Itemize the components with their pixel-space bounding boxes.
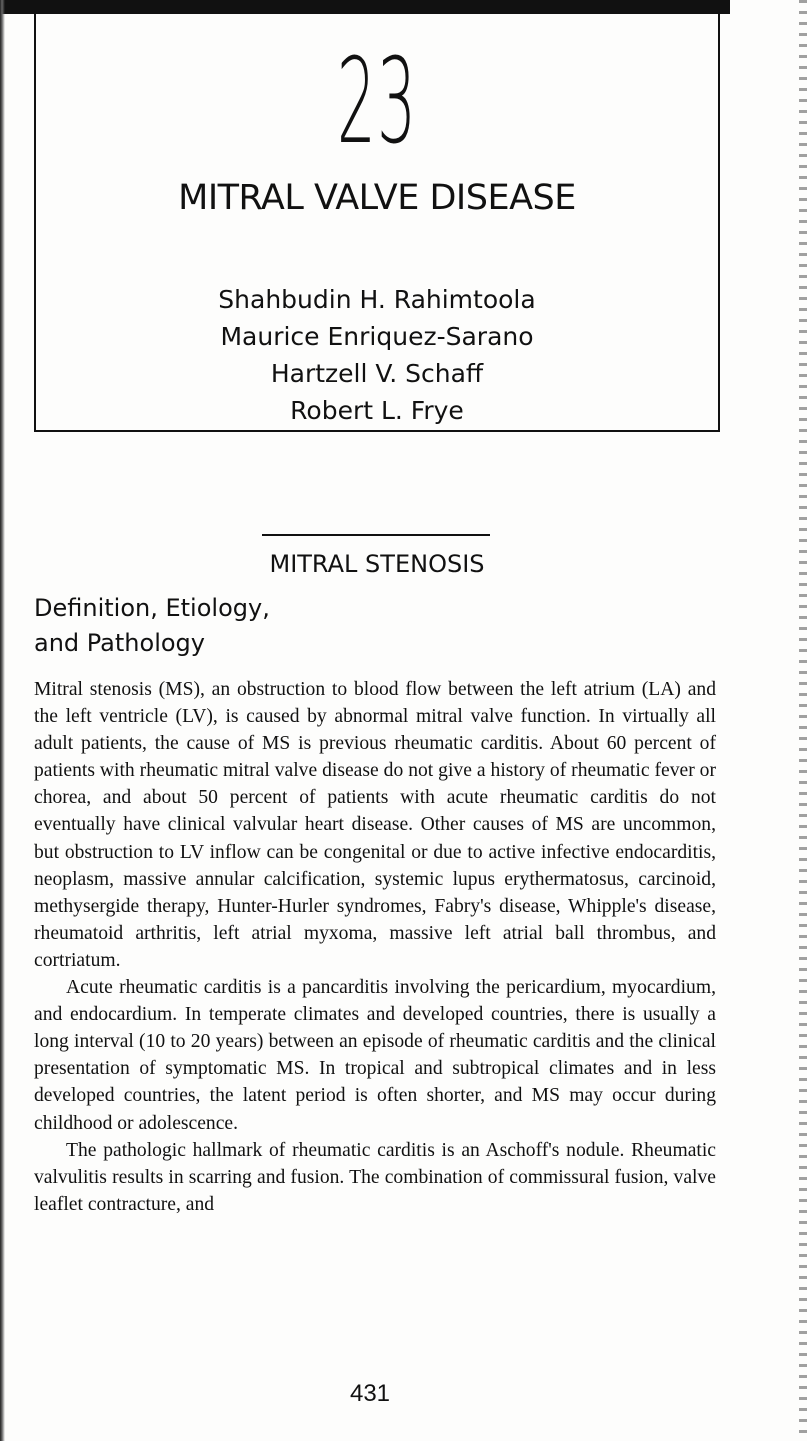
paragraph: Mitral stenosis (MS), an obstruction to blood flow between the left atrium (LA) and the left ventricle (LV), is caused by abnormal mitral valve function. In virtually all adult patients, the cause of MS is previous rheumatic carditis. About 60 percent of patients with rheumatic mitral valve disease do not give a history of rheumatic fever or chorea, and about 50 percent of patients with acute rheumatic carditis do not eventually have clinical valvular heart disease. Other causes of MS are uncommon, but obstruction to LV inflow can be congenital or due to active infective endocarditis, neoplasm, massive annular calcification, systemic lupus erythermatosus, carcinoid, methysergide therapy, Hunter-Hurler syndromes, Fabry's disease, Whipple's disease, rheumatoid arthritis, left atrial myxoma, massive left atrial ball thrombus, and cortriatum. — [34, 679, 716, 971]
section-title: MITRAL STENOSIS — [269, 550, 485, 578]
paragraph: The pathologic hallmark of rheumatic carditis is an Aschoff's nodule. Rheumatic valvulitis results in scarring and fusion. The combination of commissural fusion, valve leaflet contracture, and — [34, 1139, 716, 1215]
author-name: Robert L. Frye — [290, 396, 464, 425]
subsection-heading-line: Definition, Etiology, — [34, 594, 270, 622]
chapter-number: 23 — [336, 32, 418, 170]
page-number: 431 — [349, 1380, 391, 1407]
chapter-header-box — [34, 6, 720, 432]
scan-left-edge — [0, 0, 5, 1441]
scan-right-edge — [799, 0, 807, 1441]
subsection-heading-line: and Pathology — [34, 629, 205, 657]
author-name: Maurice Enriquez-Sarano — [220, 322, 534, 351]
author-name: Hartzell V. Schaff — [270, 359, 484, 388]
subsection-heading — [34, 591, 434, 661]
paragraph: Acute rheumatic carditis is a pancarditis involving the pericardium, myocardium, and endocardium. In temperate climates and developed countries, there is usually a long interval (10 to 20 years) between an episode of rheumatic carditis and the clinical presentation of symptomatic MS. In tropical and subtropical climates and in less developed countries, the latent period is often shorter, and MS may occur during childhood or adolescence. — [34, 977, 716, 1134]
body-text — [34, 676, 716, 1218]
section-divider — [262, 534, 490, 536]
author-name: Shahbudin H. Rahimtoola — [218, 285, 536, 314]
chapter-title: MITRAL VALVE DISEASE — [178, 178, 576, 218]
author-list — [36, 281, 718, 429]
